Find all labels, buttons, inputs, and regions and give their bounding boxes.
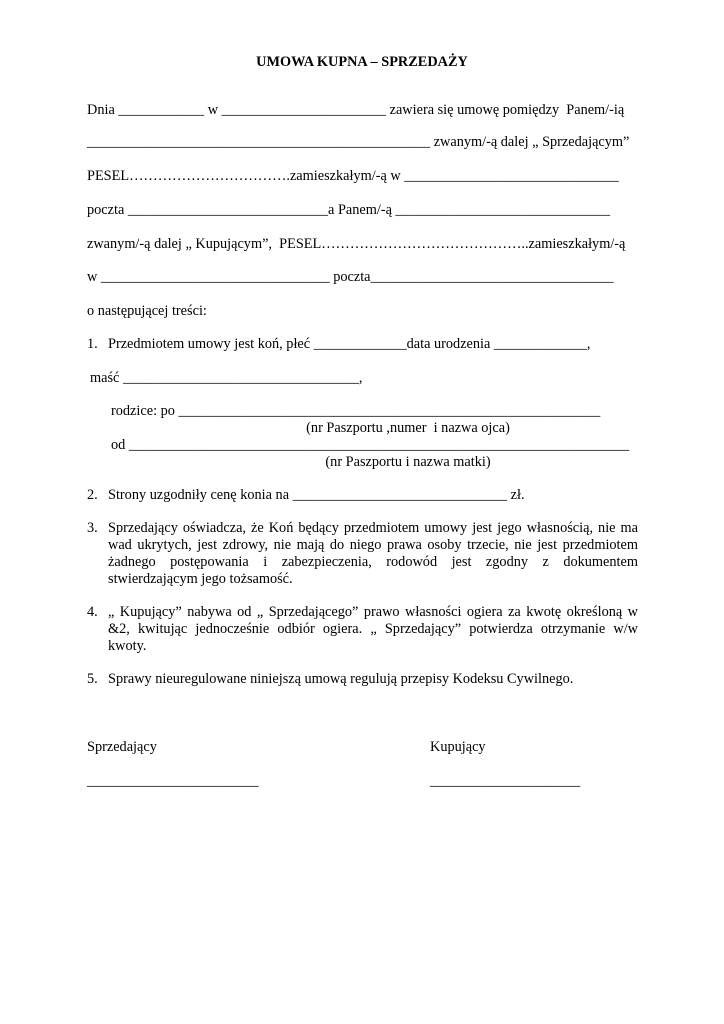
header-line-buyer-post: w ________________________________ poczta__________________________________ bbox=[87, 269, 614, 285]
buyer-signature-label: Kupujący bbox=[430, 739, 486, 755]
clause-3-line-3: żadnego postępowania i zabezpieczenia, rodowód jest zgodny z dokumentem bbox=[108, 554, 638, 570]
clause-4-line-1: „ Kupujący” nabywa od „ Sprzedającego” prawo własności ogiera za kwotę określoną w bbox=[108, 604, 638, 620]
clause-5-text: Sprawy nieuregulowane niniejszą umową regulują przepisy Kodeksu Cywilnego. bbox=[108, 671, 574, 687]
clause-4-number: 4. bbox=[87, 604, 98, 620]
header-line-seller-pesel: PESEL…………………………….zamieszkałym/-ą w ______________________________ bbox=[87, 168, 619, 184]
clause-3-line-2: wad ukrytych, jest zdrowy, nie mają do niego prawa osoby trzecie, nie jest przedmiotem bbox=[108, 537, 638, 553]
clause-1-sire-line: rodzice: po ___________________________________________________________ bbox=[111, 403, 601, 419]
header-line-buyer-pesel: zwanym/-ą dalej „ Kupującym”, PESEL……………………………………..zamieszkałym/-ą bbox=[87, 236, 626, 252]
clause-3-line-1: Sprzedający oświadcza, że Koń będący przedmiotem umowy jest jego własnością, nie ma bbox=[108, 520, 638, 536]
clause-4-line-2: &2, kwitując jednocześnie odbiór ogiera. „ Sprzedający” potwierdza otrzymanie w/w bbox=[108, 621, 638, 637]
clause-4-line-3: kwoty. bbox=[108, 638, 147, 654]
header-line-date-place: Dnia ____________ w _______________________ zawiera się umowę pomiędzy Panem/-ią bbox=[87, 102, 625, 118]
clause-2-number: 2. bbox=[87, 487, 98, 503]
clause-5-number: 5. bbox=[87, 671, 98, 687]
clause-2-text: Strony uzgodniły cenę konia na ______________________________ zł. bbox=[108, 487, 525, 503]
clause-1-dam-caption: (nr Paszportu i nazwa matki) bbox=[325, 454, 491, 470]
header-line-seller: ________________________________________________ zwanym/-ą dalej „ Sprzedającym” bbox=[87, 134, 630, 150]
clause-1-number: 1. bbox=[87, 336, 98, 352]
clause-3-line-4: stwierdzającym jego tożsamość. bbox=[108, 571, 293, 587]
clause-1-sire-caption: (nr Paszportu ,numer i nazwa ojca) bbox=[306, 420, 510, 436]
header-line-intro: o następującej treści: bbox=[87, 303, 207, 319]
header-line-seller-post: poczta ____________________________a Panem/-ą ______________________________ bbox=[87, 202, 610, 218]
clause-1-line-1: Przedmiotem umowy jest koń, płeć _____________data urodzenia _____________, bbox=[108, 336, 591, 352]
clause-1-dam-line: od ______________________________________________________________________ bbox=[111, 437, 630, 453]
document-title: UMOWA KUPNA – SPRZEDAŻY bbox=[256, 54, 468, 70]
clause-1-line-2: maść _________________________________, bbox=[90, 370, 363, 386]
clause-3-number: 3. bbox=[87, 520, 98, 536]
seller-signature-line: ________________________ bbox=[87, 773, 259, 789]
seller-signature-label: Sprzedający bbox=[87, 739, 157, 755]
buyer-signature-line: _____________________ bbox=[430, 773, 581, 789]
